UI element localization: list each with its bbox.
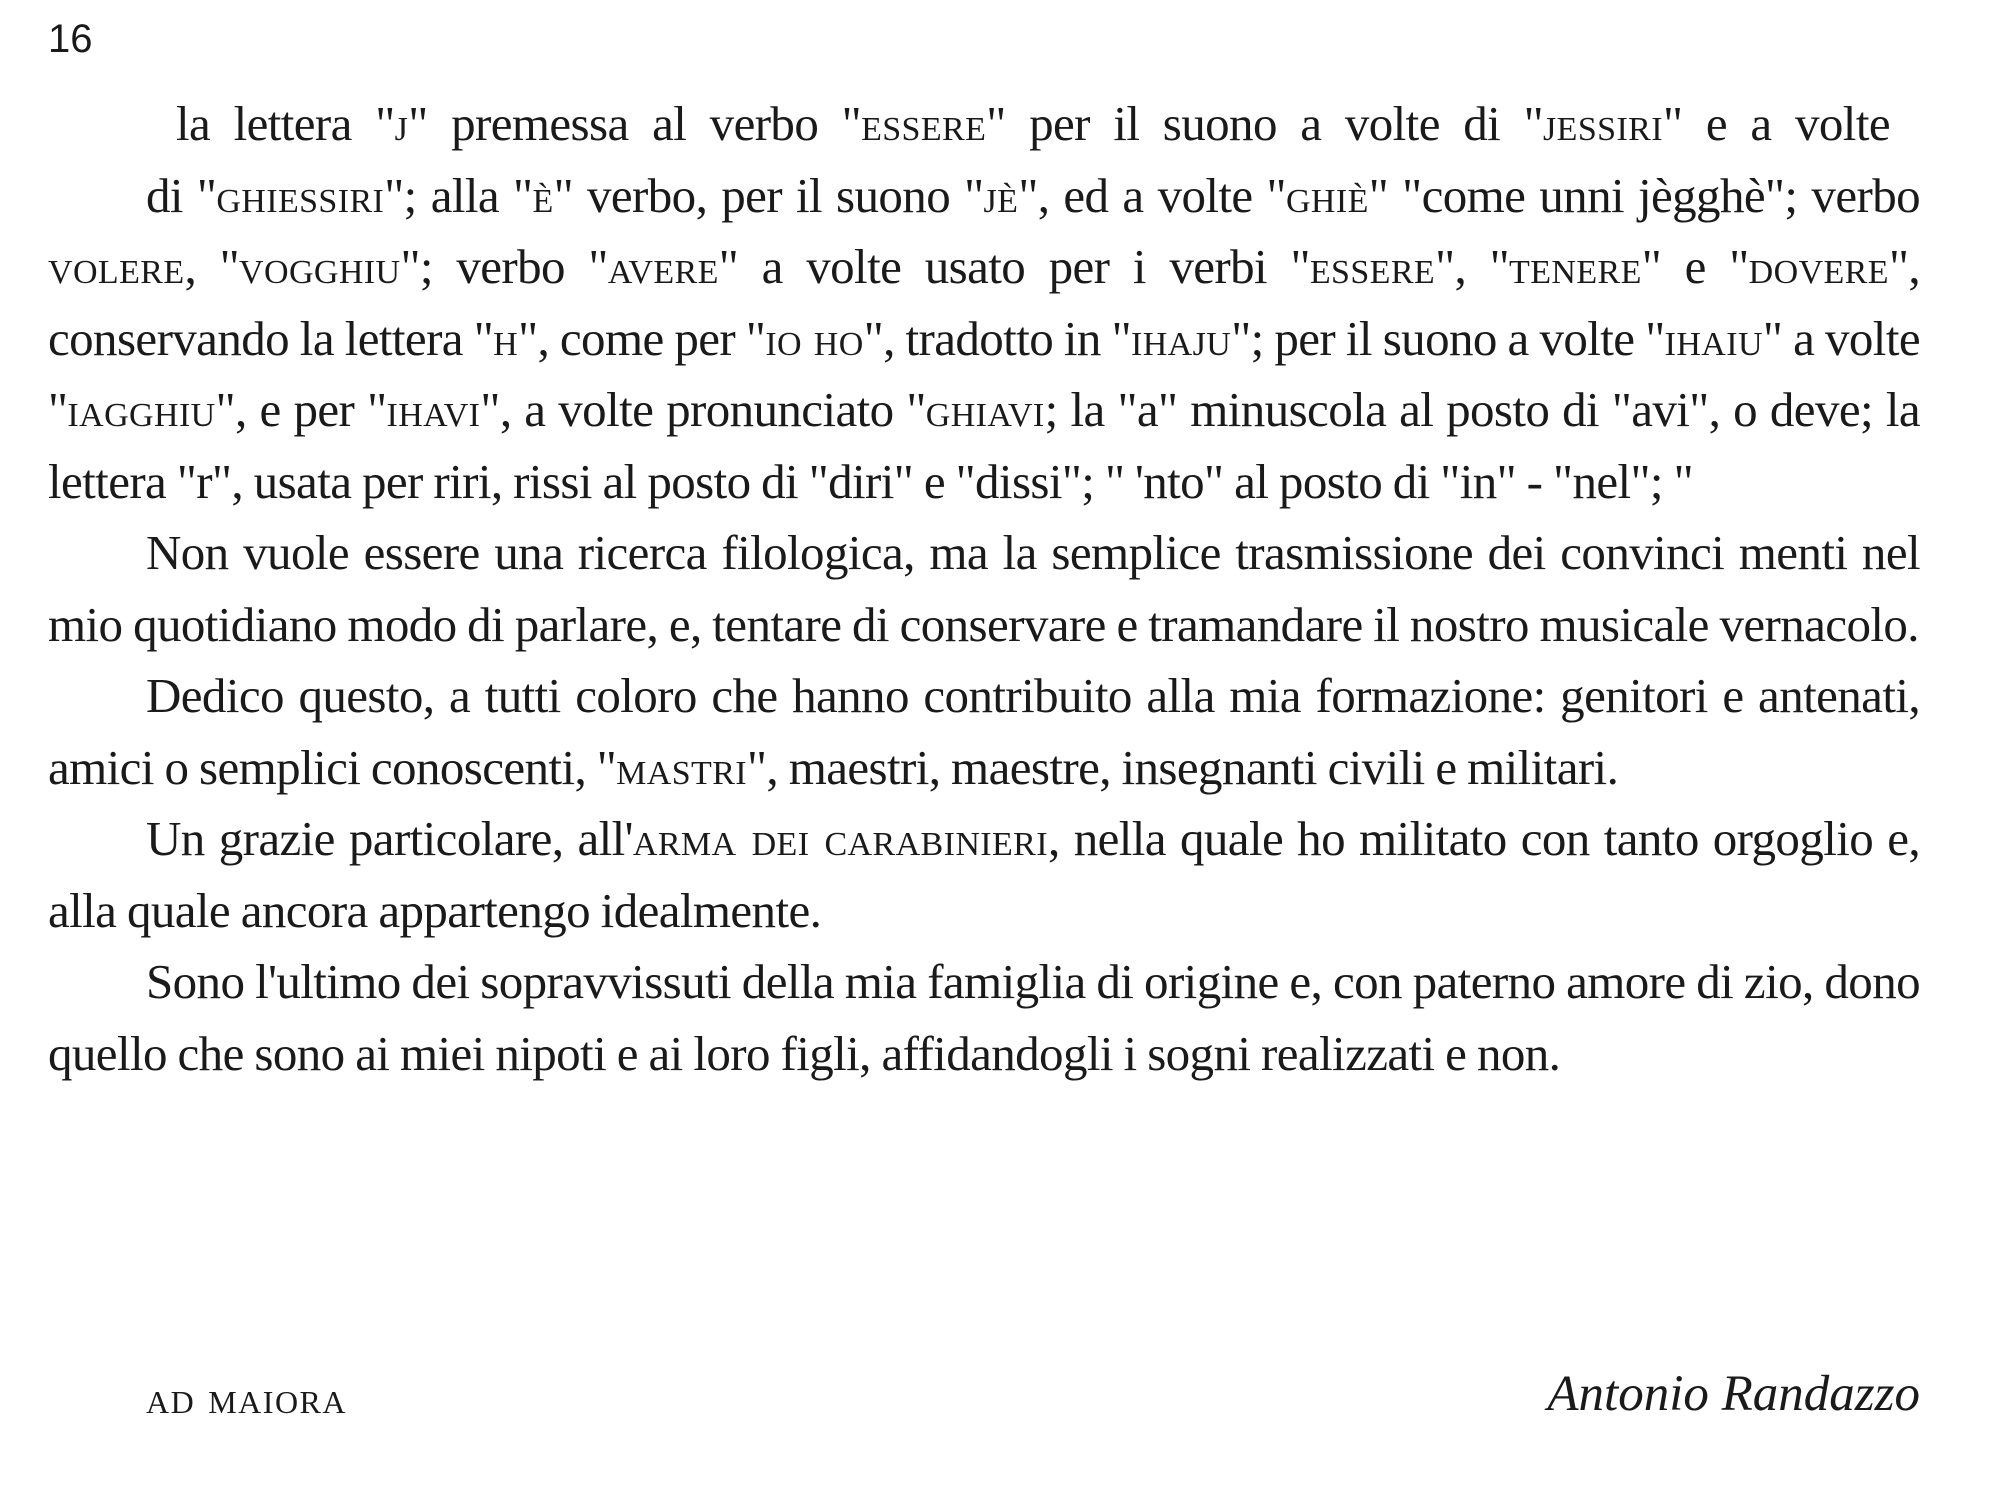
text-run: " a volte ": [48, 310, 1920, 437]
paragraph-purpose: Non vuole essere una ricerca filologica, ma la semplice trasmissione dei convinci menti nel mio quotidiano modo di parlare, e, tentare di conservare e tramandare il nostro musicale vernacolo.: [48, 525, 1920, 652]
small-caps-term: jè: [983, 167, 1019, 223]
text-run: , ": [184, 239, 240, 294]
small-caps-term: h: [493, 310, 519, 366]
text-run: Un grazie particolare, all': [146, 811, 633, 866]
paragraph-dialect-notes: [48, 88, 1920, 517]
text-run: ", maestri, maestre, insegnanti civili e militari.: [747, 739, 1619, 795]
small-caps-term: è: [532, 167, 554, 223]
small-caps-term: avere: [607, 239, 719, 294]
small-caps-term: ghiessiri: [216, 167, 385, 223]
small-caps-term: io ho: [765, 310, 864, 366]
small-caps-term: j: [394, 96, 409, 151]
paragraph-thanks: [48, 803, 1920, 946]
small-caps-term: ihaju: [1130, 310, 1232, 366]
text-run: la lettera ": [176, 96, 395, 151]
text-run: " verbo, per il suono ": [553, 167, 984, 223]
text-run: , nella quale ho militato con tanto orgoglio e, alla quale ancora appartengo idealmente.: [48, 811, 1921, 938]
paragraph-first-line: [48, 88, 1920, 160]
page-number: 16: [48, 17, 93, 61]
small-caps-term: jessiri: [1543, 96, 1663, 151]
closing-line: [48, 1362, 1920, 1434]
text-run: "; verbo ": [400, 239, 608, 294]
small-caps-term: tenere: [1509, 239, 1642, 294]
text-run: di ": [146, 167, 217, 223]
text-run: ", conservando la lettera ": [48, 239, 1920, 366]
text-run: ", a volte pronunciato ": [480, 382, 926, 437]
paragraph-dedication: [48, 660, 1920, 803]
text-run: Dedico questo, a tutti coloro che hanno contribuito alla mia formazione: genitori e antenati, amici o semplici conoscenti, ": [48, 668, 1920, 795]
small-caps-term: essere: [861, 96, 987, 151]
author-signature: Antonio Randazzo: [1547, 1366, 1920, 1422]
small-caps-term: mastri: [616, 739, 748, 795]
text-run: ", ed a volte ": [1018, 167, 1286, 223]
text-run: " e ": [1641, 239, 1749, 294]
text-run: "; per il suono a volte ": [1231, 310, 1665, 366]
small-caps-term: dovere: [1748, 239, 1889, 294]
text-run: " premessa al verbo ": [408, 96, 862, 151]
text-run: ; la "a" minuscola al posto di "avi", o deve; la lettera "r", usata per riri, rissi al posto di "diri" e "dissi"; " 'nto" al posto di "in" - "nel"; ": [48, 382, 1920, 509]
small-caps-term: volere: [48, 239, 185, 294]
small-caps-term: arma dei carabinieri: [632, 811, 1048, 866]
text-run: ", ": [1435, 239, 1510, 294]
text-run: " e a volte: [1663, 96, 1890, 151]
text-run: ", come per ": [518, 310, 766, 366]
small-caps-term: vogghiu: [239, 239, 401, 294]
small-caps-term: iagghiu: [67, 382, 216, 437]
paragraph-family: Sono l'ultimo dei sopravvissuti della mia famiglia di origine e, con paterno amore di zio, dono quello che sono ai miei nipoti e ai loro figli, affidandogli i sogni realizzati e non.: [48, 954, 1920, 1081]
text-run: " "come unni jègghè"; verbo: [1368, 167, 1920, 223]
body-text: [48, 88, 1920, 1089]
small-caps-term: ghiavi: [925, 382, 1045, 437]
text-run: " per il suono a volte di ": [986, 96, 1544, 151]
text-run: " a volte usato per i verbi ": [718, 239, 1310, 294]
small-caps-term: ihavi: [386, 382, 481, 437]
closing-motto: ad maiora: [146, 1372, 347, 1423]
text-run: "; alla ": [384, 167, 533, 223]
small-caps-term: ghiè: [1285, 167, 1369, 223]
small-caps-term: ihaiu: [1664, 310, 1763, 366]
text-run: ", e per ": [215, 382, 387, 437]
text-run: ", tradotto in ": [863, 310, 1131, 366]
small-caps-term: essere: [1309, 239, 1436, 294]
paragraph-continuation: [48, 160, 1920, 518]
